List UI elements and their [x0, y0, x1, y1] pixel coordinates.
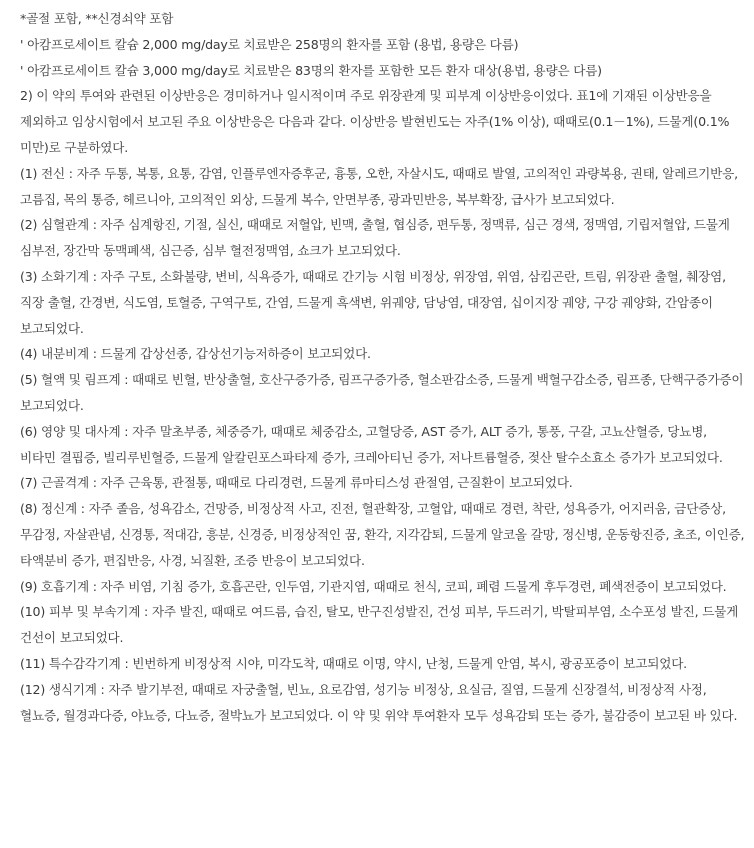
intro-paragraph: 2) 이 약의 투여와 관련된 이상반응은 경미하거나 일시적이며 주로 위장관계 및 피부계 이상반응이었다. 표1에 기재된 이상반응을 제외하고 임상시험에서 보고된 주요 이상반응은 다음과 같다. 이상반응 발현빈도는 자주(1% 이상), 때때로(0.1－1%), 드물게(0.1% 미만)로 구분하였다.: [20, 88, 730, 155]
section-digestive: (3) 소화기계 : 자주 구토, 소화불량, 변비, 식욕증가, 때때로 간기능 시험 비정상, 위장염, 위염, 삼킴곤란, 트림, 위장관 출혈, 췌장염, 직장 출혈, 간경변, 식도염, 토혈증, 구역구토, 간염, 드물게 흑색변, 위궤양, 담낭염, 대장염, 십이지장 궤양, 구강 궤양화, 간암종이 보고되었다.: [20, 268, 726, 336]
section-endocrine: (4) 내분비계 : 드물게 갑상선종, 갑상선기능저하증이 보고되었다.: [20, 346, 371, 362]
section-nutrition-metabolism: (6) 영양 및 대사계 : 자주 말초부종, 체중증가, 때때로 체중감소, 고혈당증, AST 증가, ALT 증가, 통풍, 구갈, 고뇨산혈증, 당뇨병, 비타민 결핍증, 빌리루빈혈증, 드물게 알칼린포스파타제 증가, 크레아티닌 증가, 저나트륨혈증, 젖산 탈수소효소 증가가 보고되었다.: [20, 423, 723, 465]
section-special-senses: (11) 특수감각기계 : 빈번하게 비정상적 시야, 미각도착, 때때로 이명, 약시, 난청, 드물게 안염, 복시, 광공포증이 보고되었다.: [20, 655, 687, 671]
footnote-dose-2000: ' 아캄프로세이트 칼슘 2,000 mg/day로 치료받은 258명의 환자를 포함 (용법, 용량은 다름): [20, 36, 519, 52]
section-blood-lymph: (5) 혈액 및 림프계 : 때때로 빈혈, 반상출혈, 호산구증가증, 림프구증가증, 혈소판감소증, 드물게 백혈구감소증, 림프종, 단핵구증가증이 보고되었다.: [20, 372, 744, 413]
section-musculoskeletal: (7) 근골격계 : 자주 근육통, 관절통, 때때로 다리경련, 드물게 류마티스성 관절염, 근질환이 보고되었다.: [20, 475, 573, 491]
footnote-fracture: *골절 포함, **신경쇠약 포함: [20, 11, 174, 26]
section-general: (1) 전신 : 자주 두통, 복통, 요통, 감염, 인플루엔자증후군, 흉통, 오한, 자살시도, 때때로 발열, 고의적인 과량복용, 권태, 알레르기반응, 고름집, 목의 통증, 헤르니아, 고의적인 외상, 드물게 복수, 안면부종, 광과민반응, 복부확장, 급사가 보고되었다.: [20, 165, 738, 207]
section-skin: (10) 피부 및 부속기계 : 자주 발진, 때때로 여드름, 습진, 탈모, 반구진성발진, 건성 피부, 두드러기, 박탈피부염, 소수포성 발진, 드물게 건선이 보고되었다.: [20, 604, 739, 646]
section-reproductive: (12) 생식기계 : 자주 발기부전, 때때로 자궁출혈, 빈뇨, 요로감염, 성기능 비정상, 요실금, 질염, 드물게 신장결석, 비정상적 사정, 혈뇨증, 월경과다증, 야뇨증, 다뇨증, 절박뇨가 보고되었다. 이 약 및 위약 투여환자 모두 성욕감퇴 또는 증가, 불감증이 보고된 바 있다.: [20, 681, 738, 723]
section-cardiovascular: (2) 심혈관계 : 자주 심계항진, 기절, 실신, 때때로 저혈압, 빈맥, 출혈, 협심증, 편두통, 정맥류, 심근 경색, 정맥염, 기립저혈압, 드물게 심부전, 장간막 동맥폐색, 심근증, 심부 혈전정맥염, 쇼크가 보고되었다.: [20, 217, 730, 259]
section-respiratory: (9) 호흡기계 : 자주 비염, 기침 증가, 호흡곤란, 인두염, 기관지염, 때때로 천식, 코피, 폐렴 드물게 후두경련, 폐색전증이 보고되었다.: [20, 578, 727, 594]
footnote-dose-3000: ' 아캄프로세이트 칼슘 3,000 mg/day로 치료받은 83명의 환자를 포함한 모든 환자 대상(용법, 용량은 다름): [20, 62, 602, 78]
section-psychiatric: (8) 정신계 : 자주 졸음, 성욕감소, 건망증, 비정상적 사고, 진전, 혈관확장, 고혈압, 때때로 경련, 착란, 성욕증가, 어지러움, 금단증상, 무감정, 자살관념, 신경통, 적대감, 흥분, 신경증, 비정상적인 꿈, 환각, 지각감퇴, 드물게 알코올 갈망, 정신병, 운동항진증, 초조, 이인증, 타액분비 증가, 편집반응, 사경, 뇌질환, 조증 반응이 보고되었다.: [20, 501, 745, 568]
